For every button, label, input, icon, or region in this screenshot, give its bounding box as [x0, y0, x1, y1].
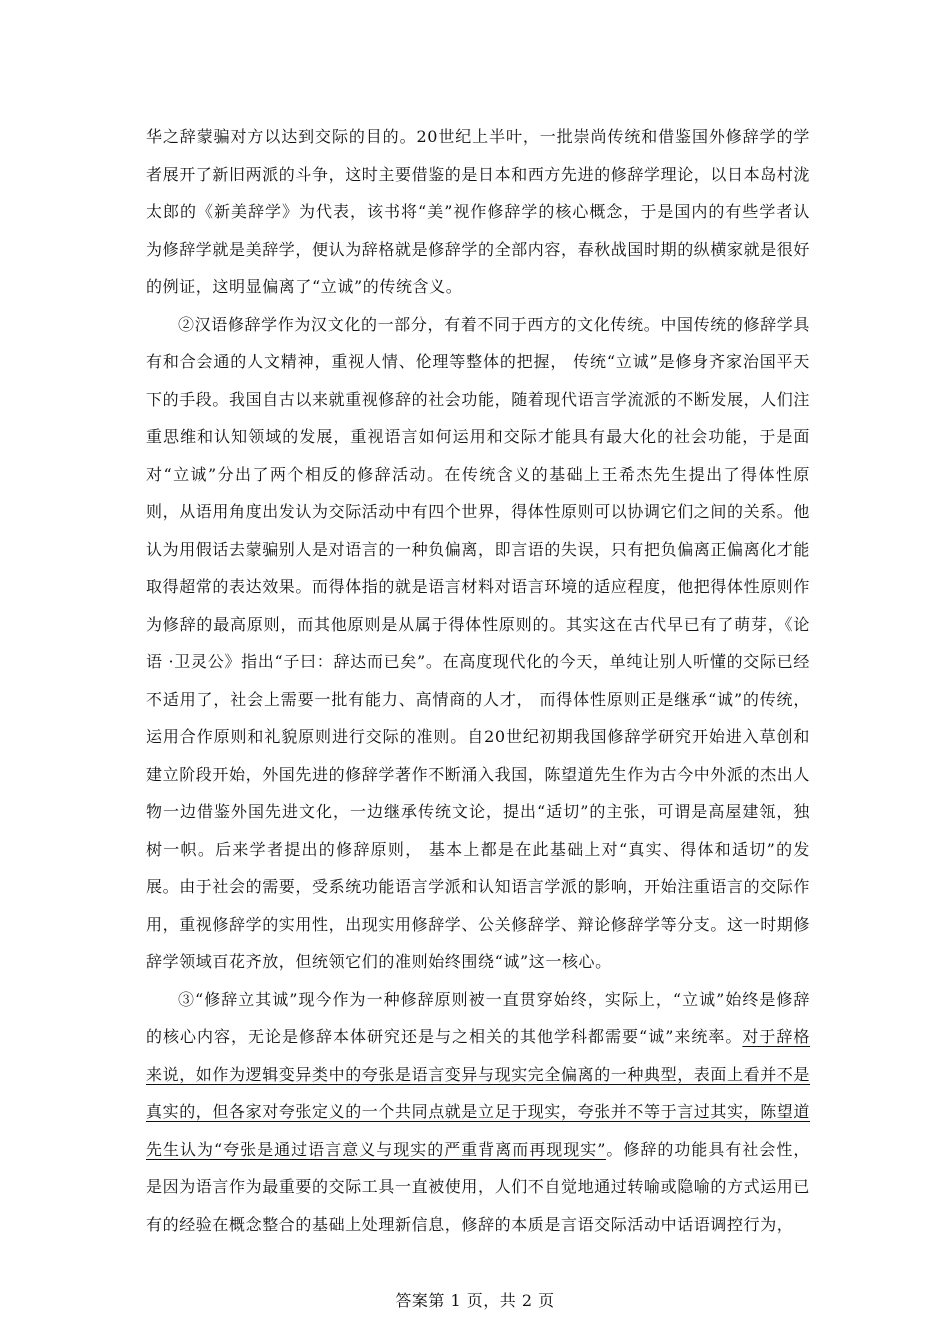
body-text — [146, 118, 810, 1243]
paragraph-3-intro: ③“修辞立其诚”现今作为一种修辞原则被一直贯穿始终，实际上，“立诚”始终是修辞的核心内容，无论是修辞本体研究还是与之相关的其他学科都需要“诚”来统率。 — [146, 989, 810, 1046]
paragraph-3-rest: 。修辞的功能具有社会性，是因为语言作为最重要的交际工具一直被使用，人们不自觉地通过转喻或隐喻的方式运用已有的经验在概念整合的基础上处理新信息，修辞的本质是言语交际活动中话语调控行为， — [146, 1139, 811, 1234]
page-footer: 答案第 1 页，共 2 页 — [395, 1291, 555, 1310]
underlined-passage: 对于辞格来说，如作为逻辑变异类中的夸张是语言变异与现实完全偏离的一种典型，表面上看并不是真实的，但各家对夸张定义的一个共同点就是立足于现实，夸张并不等于言过其实，陈望道先生认为“夸张是通过语言意义与现实的严重背离而再现现实” — [146, 1027, 811, 1159]
paragraph-2: ②汉语修辞学作为汉文化的一部分，有着不同于西方的文化传统。中国传统的修辞学具有和合会通的人文精神，重视人情、伦理等整体的把握， 传统“立诚”是修身齐家治国平天下的手段。我国自古以来就重视修辞的社会功能，随着现代语言学流派的不断发展，人们注重思维和认知领域的发展，重视语言如何运用和交际才能具有最大化的社会功能，于是面对“立诚”分出了两个相反的修辞活动。在传统含义的基础上王希杰先生提出了得体性原则，从语用角度出发认为交际活动中有四个世界，得体性原则可以协调它们之间的关系。他认为用假话去蒙骗别人是对语言的一种负偏离，即言语的失误，只有把负偏离正偏离化才能取得超常的表达效果。而得体指的就是语言材料对语言环境的适应程度，他把得体性原则作为修辞的最高原则，而其他原则是从属于得体性原则的。其实这在古代早已有了萌芽，《论语 ·卫灵公》指出“子曰：辞达而已矣”。在高度现代化的今天，单纯让别人听懂的交际已经不适用了，社会上需要一批有能力、高情商的人才， 而得体性原则正是继承“诚”的传统，运用合作原则和礼貌原则进行交际的准则。自20世纪初期我国修辞学研究开始进入草创和建立阶段开始，外国先进的修辞学著作不断涌入我国，陈望道先生作为古今中外派的杰出人物一边借鉴外国先进文化，一边继承传统文论，提出“适切”的主张，可谓是高屋建瓴，独树一帜。后来学者提出的修辞原则， 基本上都是在此基础上对“真实、得体和适切”的发展。由于社会的需要，受系统功能语言学派和认知语言学派的影响，开始注重语言的交际作用，重视修辞学的实用性，出现实用修辞学、公关修辞学、辩论修辞学等分支。这一时期修辞学领域百花齐放，但统领它们的准则始终围绕“诚”这一核心。 — [146, 314, 811, 971]
paragraph-3 — [146, 981, 810, 1244]
paragraph-continued: 华之辞蒙骗对方以达到交际的目的。20世纪上半叶，一批崇尚传统和借鉴国外修辞学的学者展开了新旧两派的斗争，这时主要借鉴的是日本和西方先进的修辞学理论，以日本岛村泷太郎的《新美辞学》为代表，该书将“美”视作修辞学的核心概念，于是国内的有些学者认为修辞学就是美辞学，便认为辞格就是修辞学的全部内容，春秋战国时期的纵横家就是很好的例证，这明显偏离了“立诚”的传统含义。 — [146, 127, 811, 296]
